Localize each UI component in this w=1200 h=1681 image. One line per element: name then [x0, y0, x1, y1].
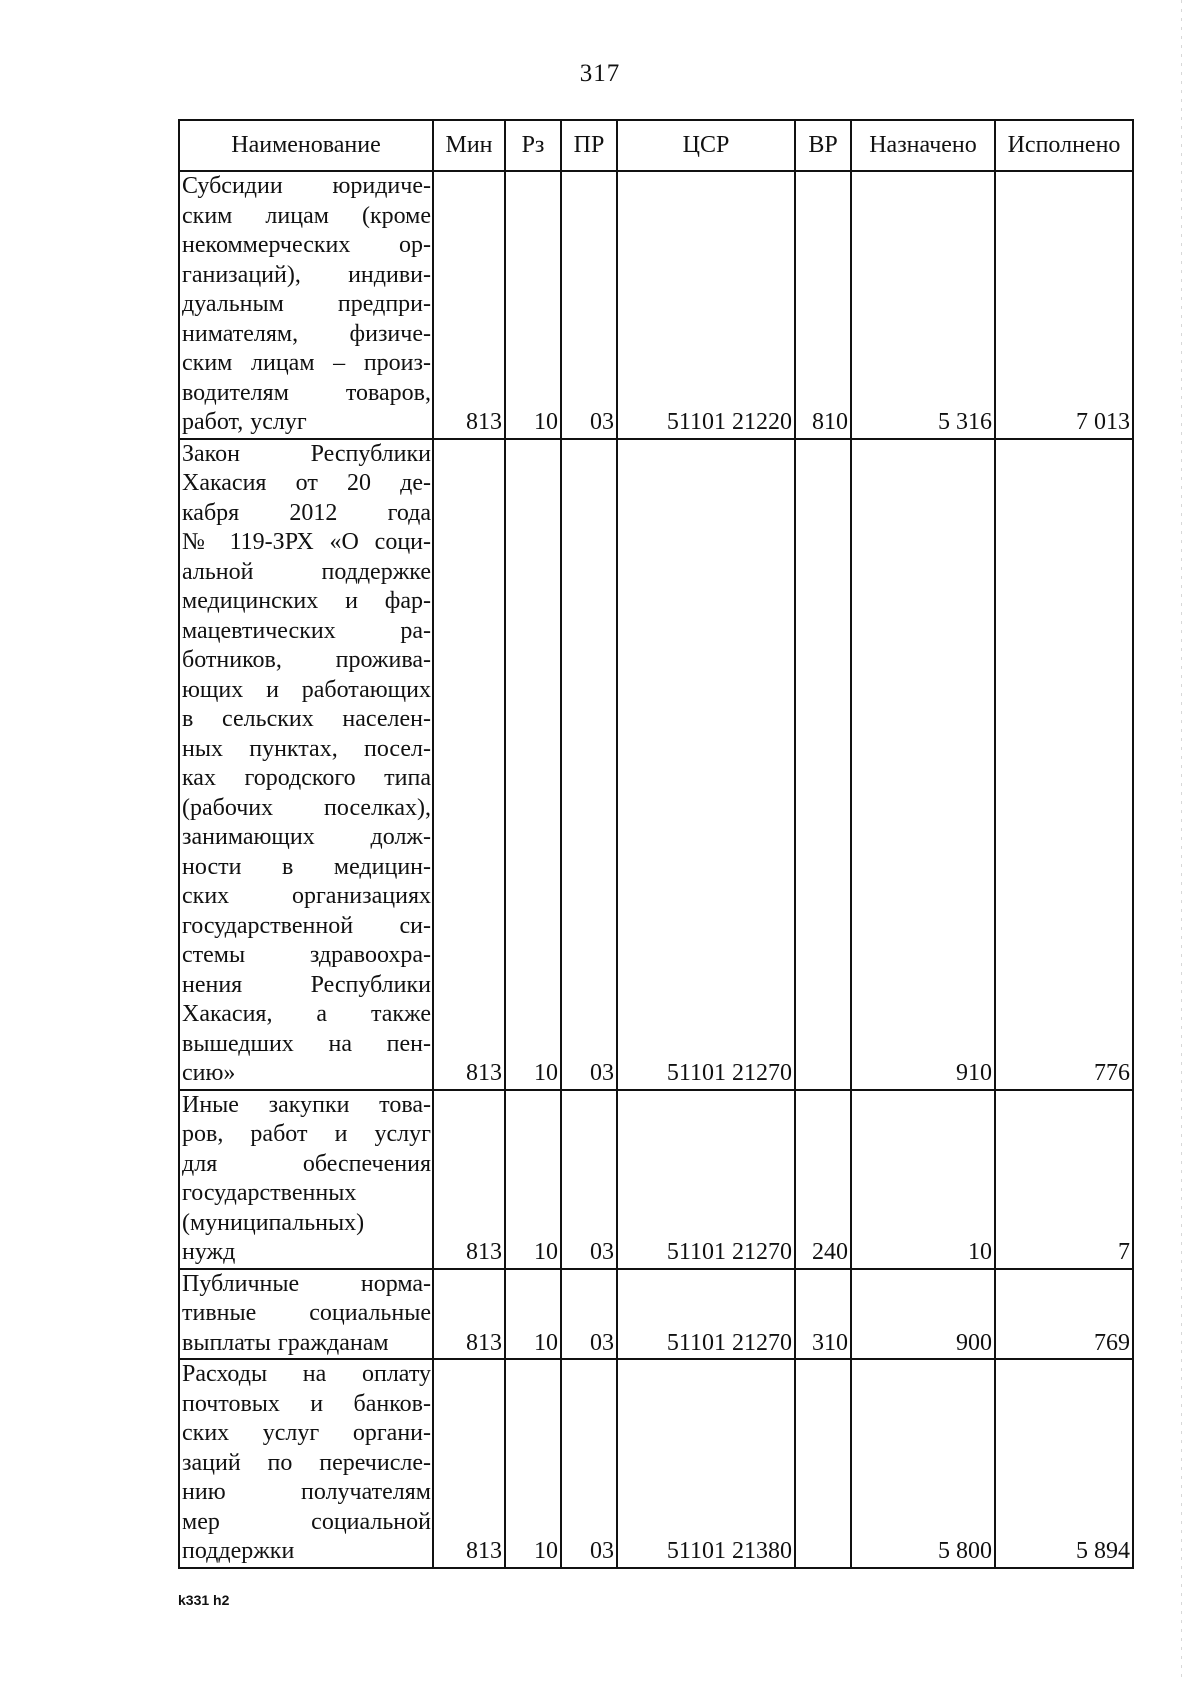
row-csr-cell: 51101 21220: [617, 171, 795, 439]
row-name-line: ных пунктах, посел-: [182, 735, 431, 762]
row-name-line: поддержки: [182, 1538, 295, 1564]
row-min-cell: 813: [433, 439, 505, 1090]
row-name-line: Расходы на оплату: [182, 1361, 431, 1387]
header-assigned: Назначено: [851, 120, 995, 171]
row-name-line: (рабочих поселках),: [182, 794, 431, 821]
row-pr-cell: 03: [561, 1090, 617, 1269]
row-executed-cell: 5 894: [995, 1359, 1133, 1568]
row-name-line: водителям товаров,: [182, 379, 431, 406]
row-name-line: вышедших на пен-: [182, 1030, 431, 1057]
row-vr-cell: 810: [795, 171, 851, 439]
row-executed-cell: 776: [995, 439, 1133, 1090]
table-row: [179, 171, 1133, 439]
row-name-line: кабря 2012 года: [182, 499, 431, 526]
row-name-line: нужд: [182, 1239, 236, 1265]
row-name-line: Хакасия от 20 де-: [182, 470, 431, 496]
row-name-line: ботников, прожива-: [182, 647, 431, 673]
row-name-line: Хакасия, а также: [182, 1001, 431, 1027]
row-assigned-cell: 10: [851, 1090, 995, 1269]
row-name-line: сию»: [182, 1060, 236, 1086]
row-name-line: № 119-ЗРХ «О соци-: [182, 529, 431, 555]
row-name-line: ских организациях: [182, 883, 431, 909]
row-name-line: нимателям, физиче-: [182, 320, 431, 347]
row-vr-cell: [795, 1359, 851, 1568]
row-name-line: тивные социальные: [182, 1300, 431, 1326]
row-name-line: ности в медицин-: [182, 853, 431, 880]
row-executed-cell: 769: [995, 1269, 1133, 1360]
row-name-line: Иные закупки това-: [182, 1091, 431, 1118]
row-name-line: стемы здравоохра-: [182, 942, 431, 968]
row-name-cell: [179, 1359, 433, 1568]
scan-edge-decoration: [1181, 0, 1182, 1681]
row-assigned-cell: 5 800: [851, 1359, 995, 1568]
row-name-line: ющих и работающих: [182, 676, 431, 703]
row-name-line: работ, услуг: [182, 409, 307, 435]
row-name-line: заций по перечисле-: [182, 1449, 431, 1476]
table-header-row: [179, 120, 1133, 171]
row-name-line: медицинских и фар-: [182, 588, 431, 614]
row-assigned-cell: 5 316: [851, 171, 995, 439]
budget-table: [178, 119, 1134, 1569]
header-rz: Рз: [505, 120, 561, 171]
row-vr-cell: [795, 439, 851, 1090]
row-pr-cell: 03: [561, 1359, 617, 1568]
row-name-line: некоммерческих ор-: [182, 232, 431, 258]
row-vr-cell: 310: [795, 1269, 851, 1360]
row-rz-cell: 10: [505, 439, 561, 1090]
row-csr-cell: 51101 21380: [617, 1359, 795, 1568]
row-name-cell: [179, 439, 433, 1090]
row-name-line: ским лицам (кроме: [182, 202, 431, 229]
row-min-cell: 813: [433, 1090, 505, 1269]
row-csr-cell: 51101 21270: [617, 1269, 795, 1360]
row-name-cell: [179, 1269, 433, 1360]
row-rz-cell: 10: [505, 1359, 561, 1568]
row-name-line: выплаты гражданам: [182, 1329, 389, 1356]
table-row: [179, 1090, 1133, 1269]
row-name-line: Субсидии юридиче-: [182, 173, 431, 199]
row-name-line: государственных: [182, 1180, 357, 1206]
header-vr: ВР: [795, 120, 851, 171]
row-name-line: ганизаций), индиви-: [182, 261, 431, 288]
row-name-line: ров, работ и услуг: [182, 1121, 431, 1147]
row-name-line: государственной си-: [182, 912, 431, 939]
row-name-line: ским лицам – произ-: [182, 350, 431, 376]
footer-code: k331 h2: [178, 1592, 230, 1608]
table-row: [179, 1269, 1133, 1360]
row-rz-cell: 10: [505, 171, 561, 439]
table-row: [179, 1359, 1133, 1568]
header-csr: ЦСР: [617, 120, 795, 171]
table-body: [179, 171, 1133, 1568]
row-pr-cell: 03: [561, 439, 617, 1090]
row-rz-cell: 10: [505, 1090, 561, 1269]
row-csr-cell: 51101 21270: [617, 1090, 795, 1269]
row-vr-cell: 240: [795, 1090, 851, 1269]
row-pr-cell: 03: [561, 1269, 617, 1360]
row-name-line: почтовых и банков-: [182, 1390, 431, 1417]
header-executed: Исполнено: [995, 120, 1133, 171]
row-name-cell: [179, 171, 433, 439]
row-rz-cell: 10: [505, 1269, 561, 1360]
row-name-line: в сельских населен-: [182, 706, 431, 732]
row-name-line: дуальным предпри-: [182, 291, 431, 317]
row-name-line: альной поддержке: [182, 558, 431, 585]
row-name-line: для обеспечения: [182, 1150, 431, 1177]
header-min: Мин: [433, 120, 505, 171]
row-name-line: мацевтических ра-: [182, 617, 431, 644]
row-csr-cell: 51101 21270: [617, 439, 795, 1090]
row-min-cell: 813: [433, 1269, 505, 1360]
row-executed-cell: 7: [995, 1090, 1133, 1269]
row-name-line: нения Республики: [182, 971, 431, 998]
header-pr: ПР: [561, 120, 617, 171]
row-assigned-cell: 910: [851, 439, 995, 1090]
row-name-line: (муниципальных): [182, 1209, 365, 1236]
row-name-line: занимающих долж-: [182, 824, 431, 850]
row-min-cell: 813: [433, 171, 505, 439]
row-name-line: Публичные норма-: [182, 1270, 431, 1297]
row-name-line: нию получателям: [182, 1479, 431, 1505]
row-name-line: мер социальной: [182, 1508, 431, 1535]
row-assigned-cell: 900: [851, 1269, 995, 1360]
row-name-line: Закон Республики: [182, 440, 431, 467]
row-name-line: ских услуг органи-: [182, 1420, 431, 1446]
table-row: [179, 439, 1133, 1090]
header-name: Наименование: [179, 120, 433, 171]
row-name-cell: [179, 1090, 433, 1269]
row-pr-cell: 03: [561, 171, 617, 439]
row-executed-cell: 7 013: [995, 171, 1133, 439]
row-min-cell: 813: [433, 1359, 505, 1568]
page-number: 317: [579, 60, 621, 87]
row-name-line: ках городского типа: [182, 765, 431, 791]
